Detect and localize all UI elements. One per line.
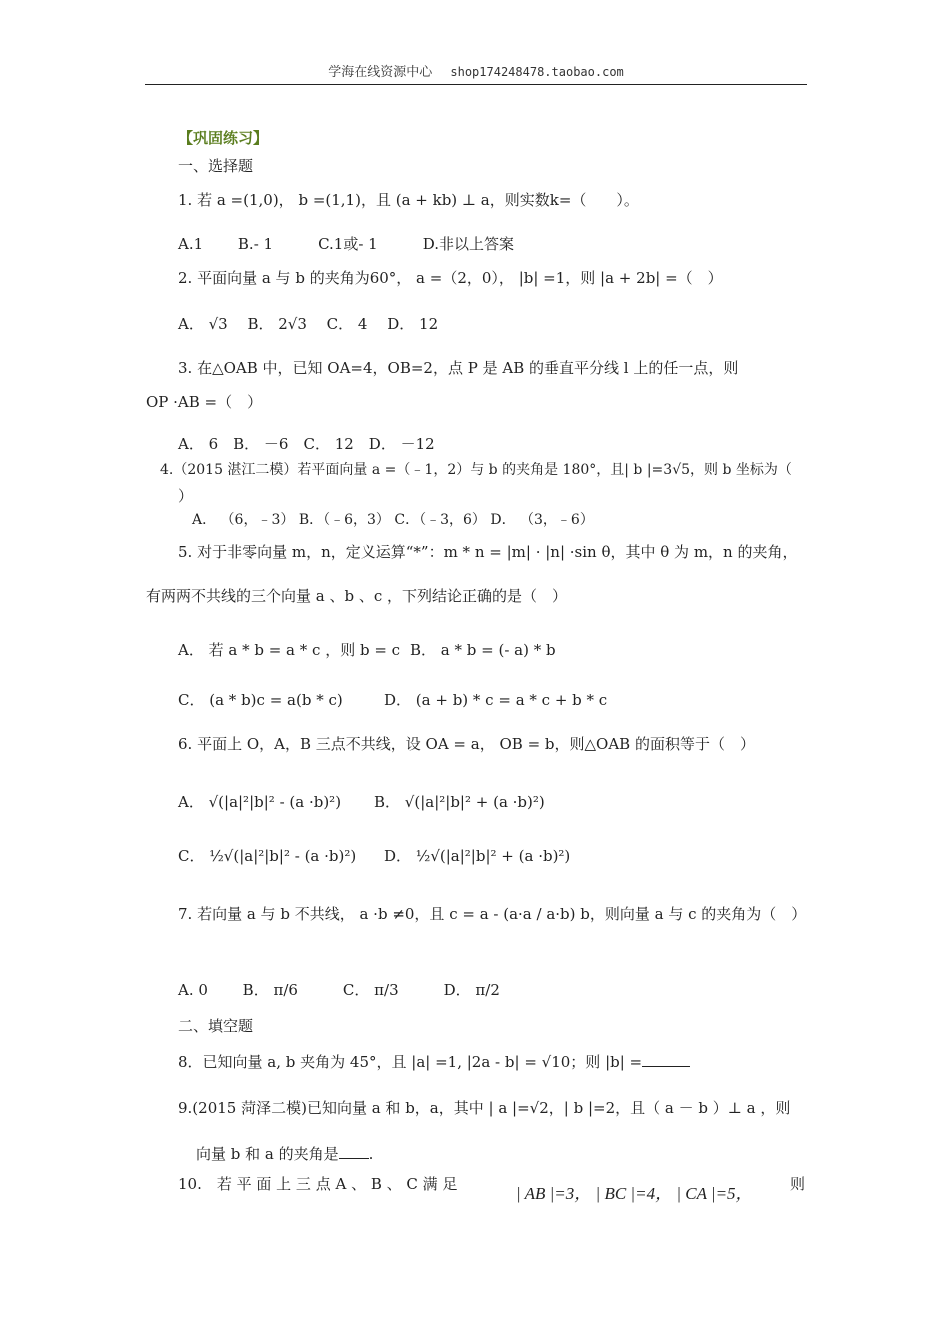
q7-options: A. 0 B． π/6 C． π/3 D． π/2	[178, 981, 500, 999]
q4-stem-cont: ）	[178, 487, 194, 505]
q10-stem: 10. 若 平 面 上 三 点 A 、 B 、 C 满 足	[178, 1175, 458, 1193]
q10-then: 则	[790, 1175, 806, 1193]
q8-stem	[178, 1052, 690, 1072]
q9-answer-blank[interactable]	[339, 1144, 369, 1159]
q1-options: A.1 B.- 1 C.1或- 1 D.非以上答案	[178, 235, 514, 253]
q6-option-d: D． ½√(|a|²|b|² + (a ·b)²)	[384, 847, 571, 865]
q5-stem: 5. 对于非零向量 m，n，定义运算“*”：m * n = |m| · |n| ·sin θ，其中 θ 为 m，n 的夹角，	[178, 543, 798, 561]
header-site: 学海在线资源中心	[328, 65, 433, 80]
q4-stem: 4.（2015 湛江二模）若平面向量 a =（﹣1，2）与 b 的夹角是 180°，且| b |=3√5，则 b 坐标为（	[160, 462, 792, 478]
q4-options: A． （6，﹣3） B．（﹣6，3） C．（﹣3，6） D． （3，﹣6）	[192, 512, 594, 528]
q9-stem-cont-text: 向量 b 和 a 的夹角是	[196, 1145, 339, 1163]
q10-condition: | AB |=3， | BC |=4， | CA |=5，	[516, 1184, 753, 1203]
q3-stem: 3. 在△OAB 中，已知 OA=4，OB=2，点 P 是 AB 的垂直平分线 l 上的任一点，则	[178, 359, 739, 377]
q5-stem-cont: 有两两不共线的三个向量 a 、b 、c ，下列结论正确的是（ ）	[146, 587, 568, 605]
q5-option-c: C． (a * b)c = a(b * c)	[178, 691, 343, 709]
q6-option-b: B． √(|a|²|b|² + (a ·b)²)	[374, 793, 545, 811]
q5-option-b: B． a * b = (- a) * b	[410, 641, 556, 659]
q2-stem: 2. 平面向量 a 与 b 的夹角为60°， a =（2，0）， |b| =1，则 |a + 2b| =（ ）	[178, 269, 723, 287]
q7-stem: 7. 若向量 a 与 b 不共线， a ·b ≠0，且 c = a - (a·a / a·b) b，则向量 a 与 c 的夹角为（ ）	[178, 905, 807, 923]
q6-option-c: C． ½√(|a|²|b|² - (a ·b)²)	[178, 847, 357, 865]
part2-title: 二、填空题	[178, 1017, 254, 1035]
q2-options: A． √3 B． 2√3 C． 4 D． 12	[178, 315, 439, 333]
q5-option-d: D． (a + b) * c = a * c + b * c	[384, 691, 608, 709]
q8-answer-blank[interactable]	[642, 1052, 690, 1067]
q6-stem: 6. 平面上 O，A，B 三点不共线，设 OA = a， OB = b，则△OAB 的面积等于（ ）	[178, 735, 755, 753]
part1-title: 一、选择题	[178, 157, 254, 175]
section-title: 【巩固练习】	[178, 129, 269, 147]
q3-stem-cont: OP ·AB =（ ）	[146, 393, 263, 411]
header-url: shop174248478.taobao.com	[450, 65, 624, 79]
q6-option-a: A． √(|a|²|b|² - (a ·b)²)	[178, 793, 342, 811]
q5-option-a: A． 若 a * b = a * c ，则 b = c	[178, 641, 401, 659]
q9-stem: 9.(2015 菏泽二模)已知向量 a 和 b，a，其中 | a |=√2，| b |=2，且（ a － b ）⊥ a ，则	[178, 1099, 791, 1117]
q1-stem: 1. 若 a =(1,0)， b =(1,1)，且 (a + kb) ⊥ a，则实数k=（ ）。	[178, 191, 639, 209]
q8-stem-text: 8．已知向量 a, b 夹角为 45°，且 |a| =1, |2a - b| = √10；则 |b| =	[178, 1053, 643, 1071]
q9-stem-cont: 向量 b 和 a 的夹角是 .	[196, 1145, 374, 1163]
page-header	[145, 62, 807, 85]
q3-options: A． 6 B． －6 C． 12 D． －12	[178, 435, 435, 453]
